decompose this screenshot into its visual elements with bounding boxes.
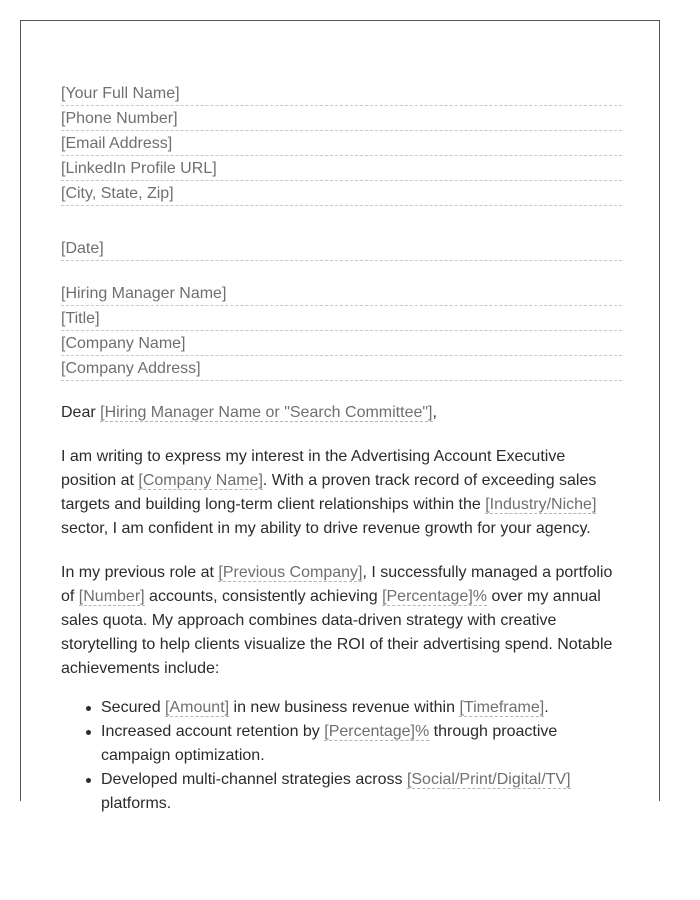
sender-linkedin-field[interactable]: [LinkedIn Profile URL] <box>61 156 622 181</box>
list-item <box>101 768 622 816</box>
recipient-name-field[interactable]: [Hiring Manager Name] <box>61 281 622 306</box>
achievements-list <box>61 696 622 816</box>
experience-text-3: accounts, consistently achieving <box>144 588 383 605</box>
achievement-1-text-1: Secured <box>101 699 166 716</box>
list-item <box>101 696 622 720</box>
timeframe-placeholder[interactable]: [Timeframe] <box>459 699 545 716</box>
percentage-placeholder[interactable]: [Percentage]% <box>382 588 488 605</box>
date-field[interactable]: [Date] <box>61 236 622 261</box>
list-item <box>101 720 622 768</box>
letter-page <box>20 20 660 812</box>
recipient-company-field[interactable]: [Company Name] <box>61 331 622 356</box>
experience-text-1: In my previous role at <box>61 564 219 581</box>
experience-text-2: , I successfully managed a portfolio of <box>61 564 613 605</box>
achievement-3-text-2: platforms. <box>101 795 172 812</box>
amount-placeholder[interactable]: [Amount] <box>165 699 230 716</box>
channels-placeholder[interactable]: [Social/Print/Digital/TV] <box>406 771 571 788</box>
intro-text-1: I am writing to express my interest in the Advertising Account Executive position at <box>61 448 566 489</box>
salutation-placeholder[interactable]: [Hiring Manager Name or "Search Committee"] <box>100 404 433 421</box>
achievement-1-text-3: . <box>544 699 549 716</box>
company-name-placeholder[interactable]: [Company Name] <box>138 472 263 489</box>
achievement-2-text-1: Increased account retention by <box>101 723 325 740</box>
previous-company-placeholder[interactable]: [Previous Company] <box>218 564 363 581</box>
industry-placeholder[interactable]: [Industry/Niche] <box>485 496 597 513</box>
sender-name-field[interactable]: [Your Full Name] <box>61 81 622 106</box>
achievement-1-text-2: in new business revenue within <box>229 699 460 716</box>
achievement-3-text-1: Developed multi-channel strategies across <box>101 771 407 788</box>
experience-paragraph <box>61 561 622 681</box>
recipient-title-field[interactable]: [Title] <box>61 306 622 331</box>
salutation-suffix: , <box>432 404 437 421</box>
intro-text-2: . With a proven track record of exceeding sales targets and building long-term client relationships within the <box>61 472 597 513</box>
number-placeholder[interactable]: [Number] <box>78 588 145 605</box>
recipient-address-field[interactable]: [Company Address] <box>61 356 622 381</box>
sender-location-field[interactable]: [City, State, Zip] <box>61 181 622 206</box>
sender-phone-field[interactable]: [Phone Number] <box>61 106 622 131</box>
achievement-2-text-2: through proactive campaign optimization. <box>101 723 558 764</box>
salutation <box>61 401 622 425</box>
salutation-prefix: Dear <box>61 404 101 421</box>
sender-email-field[interactable]: [Email Address] <box>61 131 622 156</box>
retention-percentage-placeholder[interactable]: [Percentage]% <box>324 723 430 740</box>
experience-text-4: over my annual sales quota. My approach combines data-driven strategy with creative storytelling to help clients visualize the ROI of their advertising spend. Notable achievements include: <box>61 588 613 677</box>
intro-paragraph <box>61 445 622 541</box>
intro-text-3: sector, I am confident in my ability to drive revenue growth for your agency. <box>61 520 591 537</box>
